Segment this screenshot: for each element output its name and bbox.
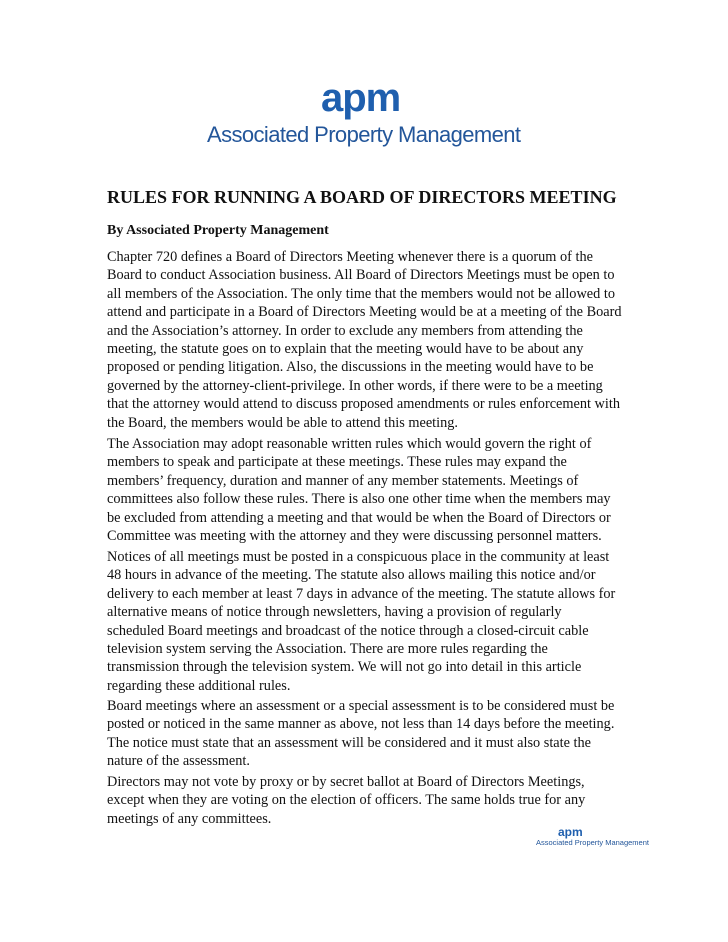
company-name: Associated Property Management [207, 122, 521, 147]
document-byline: By Associated Property Management [107, 223, 329, 238]
footer-logo [536, 825, 649, 847]
paragraph-chapter-720: Chapter 720 defines a Board of Directors Meeting whenever there is a quorum of the Board to conduct Association business. All Board of Directors Meetings must be open to all members of the Association. The only time that the members would not be allowed to attend and participate in a Board of Directors Meeting would be at a meeting of the Board and the Association’s attorney. In order to exclude any members from attending the meeting, the statute goes on to explain that the meeting would have to be about any proposed or pending litigation. Also, the discussions in the meeting would have to be governed by the attorney-client-privilege. In other words, if there were to be a meeting that the attorney would attend to discuss proposed amendments or rules enforcement with the Board, the members would be able to attend this meeting. [107, 249, 622, 431]
footer-company-name: Associated Property Management [536, 838, 649, 847]
footer-apm-logo-mark: apm [558, 825, 583, 839]
paragraph-proxy-voting: Directors may not vote by proxy or by secret ballot at Board of Directors Meetings, except when they are voting on the election of officers. The same holds true for any meetings of any committees. [107, 774, 586, 827]
document-title: RULES FOR RUNNING A BOARD OF DIRECTORS MEETING [107, 187, 617, 207]
paragraph-meeting-notices: Notices of all meetings must be posted in a conspicuous place in the community at least 48 hours in advance of the meeting. The statute also allows mailing this notice and/or delivery to each member at least 7 days in advance of the meeting. The statute allows for alternative means of notice through newsletters, having a provision of regularly scheduled Board meetings and broadcast of the notice through a closed-circuit cable television system serving the Association. There are more rules regarding the transmission through the television system. We will not go into detail in this article regarding these additional rules. [107, 549, 616, 694]
paragraph-written-rules: The Association may adopt reasonable written rules which would govern the right of members to speak and participate at these meetings. These rules may expand the members’ frequency, duration and manner of any member statements. Meetings of committees also follow these rules. There is also one other time when the members may be excluded from attending a meeting and that would be when the Board of Directors or Committee was meeting with the attorney and they were discussing personnel matters. [107, 436, 611, 545]
apm-logo-mark: apm [321, 76, 401, 120]
paragraph-assessment-meetings: Board meetings where an assessment or a special assessment is to be considered must be posted or noticed in the same manner as above, not less than 14 days before the meeting. The notice must state that an assessment will be considered and it must also state the nature of the assessment. [107, 698, 615, 770]
